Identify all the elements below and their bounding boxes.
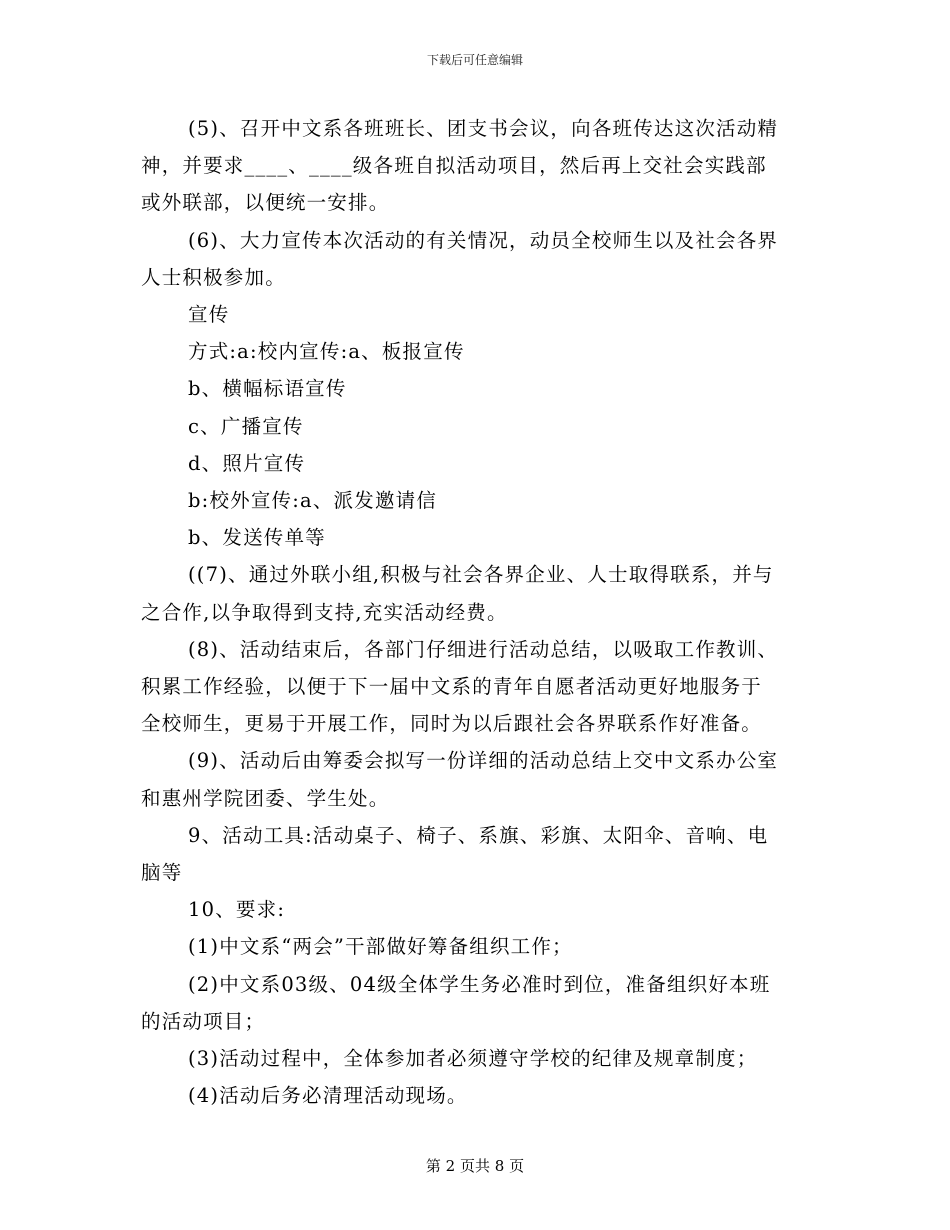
paragraph-line: (2)中文系03级、04级全体学生务必准时到位，准备组织好本班 — [188, 972, 771, 996]
paragraph-line: 脑等 — [141, 861, 183, 885]
paragraph-line: b、横幅标语宣传 — [188, 377, 347, 401]
paragraph-line: 全校师生，更易于开展工作，同时为以后跟社会各界联系作好准备。 — [141, 712, 763, 736]
paragraph-line: 10、要求: — [188, 898, 286, 922]
paragraph-line: (8)、活动结束后，各部门仔细进行活动总结，以吸取工作教训、 — [188, 637, 779, 661]
paragraph-line: 神，并要求____、____级各班自拟活动项目，然后再上交社会实践部 — [141, 154, 767, 178]
paragraph-line: b:校外宣传:a、派发邀请信 — [188, 489, 438, 513]
paragraph-line: d、照片宣传 — [188, 451, 306, 475]
paragraph-line: 积累工作经验，以便于下一届中文系的青年自愿者活动更好地服务于 — [141, 675, 763, 699]
paragraph-line: 方式:a:校内宣传:a、板报宣传 — [188, 340, 465, 364]
paragraph-line: (1)中文系“两会”干部做好筹备组织工作； — [188, 935, 573, 959]
paragraph-line: 之合作,以争取得到支持,充实活动经费。 — [141, 600, 508, 624]
paragraph-line: 宣传 — [188, 303, 230, 327]
paragraph-line: c、广播宣传 — [188, 414, 304, 438]
paragraph-line: 人士积极参加。 — [141, 265, 286, 289]
paragraph-line: (9)、活动后由筹委会拟写一份详细的活动总结上交中文系办公室 — [188, 749, 779, 773]
paragraph-line: (6)、大力宣传本次活动的有关情况，动员全校师生以及社会各界 — [188, 228, 779, 252]
paragraph-line: ((7)、通过外联小组,积极与社会各界企业、人士取得联系，并与 — [188, 563, 774, 587]
paragraph-line: 或外联部，以便统一安排。 — [141, 191, 390, 215]
paragraph-line: (5)、召开中文系各班班长、团支书会议，向各班传达这次活动精 — [188, 117, 779, 140]
paragraph-line: (3)活动过程中，全体参加者必须遵守学校的纪律及规章制度； — [188, 1047, 758, 1071]
paragraph-line: 9、活动工具:活动桌子、椅子、系旗、彩旗、太阳伞、音响、电 — [188, 823, 769, 847]
paragraph-line: b、发送传单等 — [188, 526, 326, 550]
paragraph-line: (4)活动后务必清理活动现场。 — [188, 1084, 468, 1108]
page-footer: 第 2 页共 8 页 — [425, 1157, 525, 1175]
page-header: 下载后可任意编辑 — [426, 53, 523, 67]
document-body — [141, 110, 807, 1114]
paragraph-line: 和惠州学院团委、学生处。 — [141, 786, 390, 810]
paragraph-line: 的活动项目； — [141, 1009, 266, 1033]
